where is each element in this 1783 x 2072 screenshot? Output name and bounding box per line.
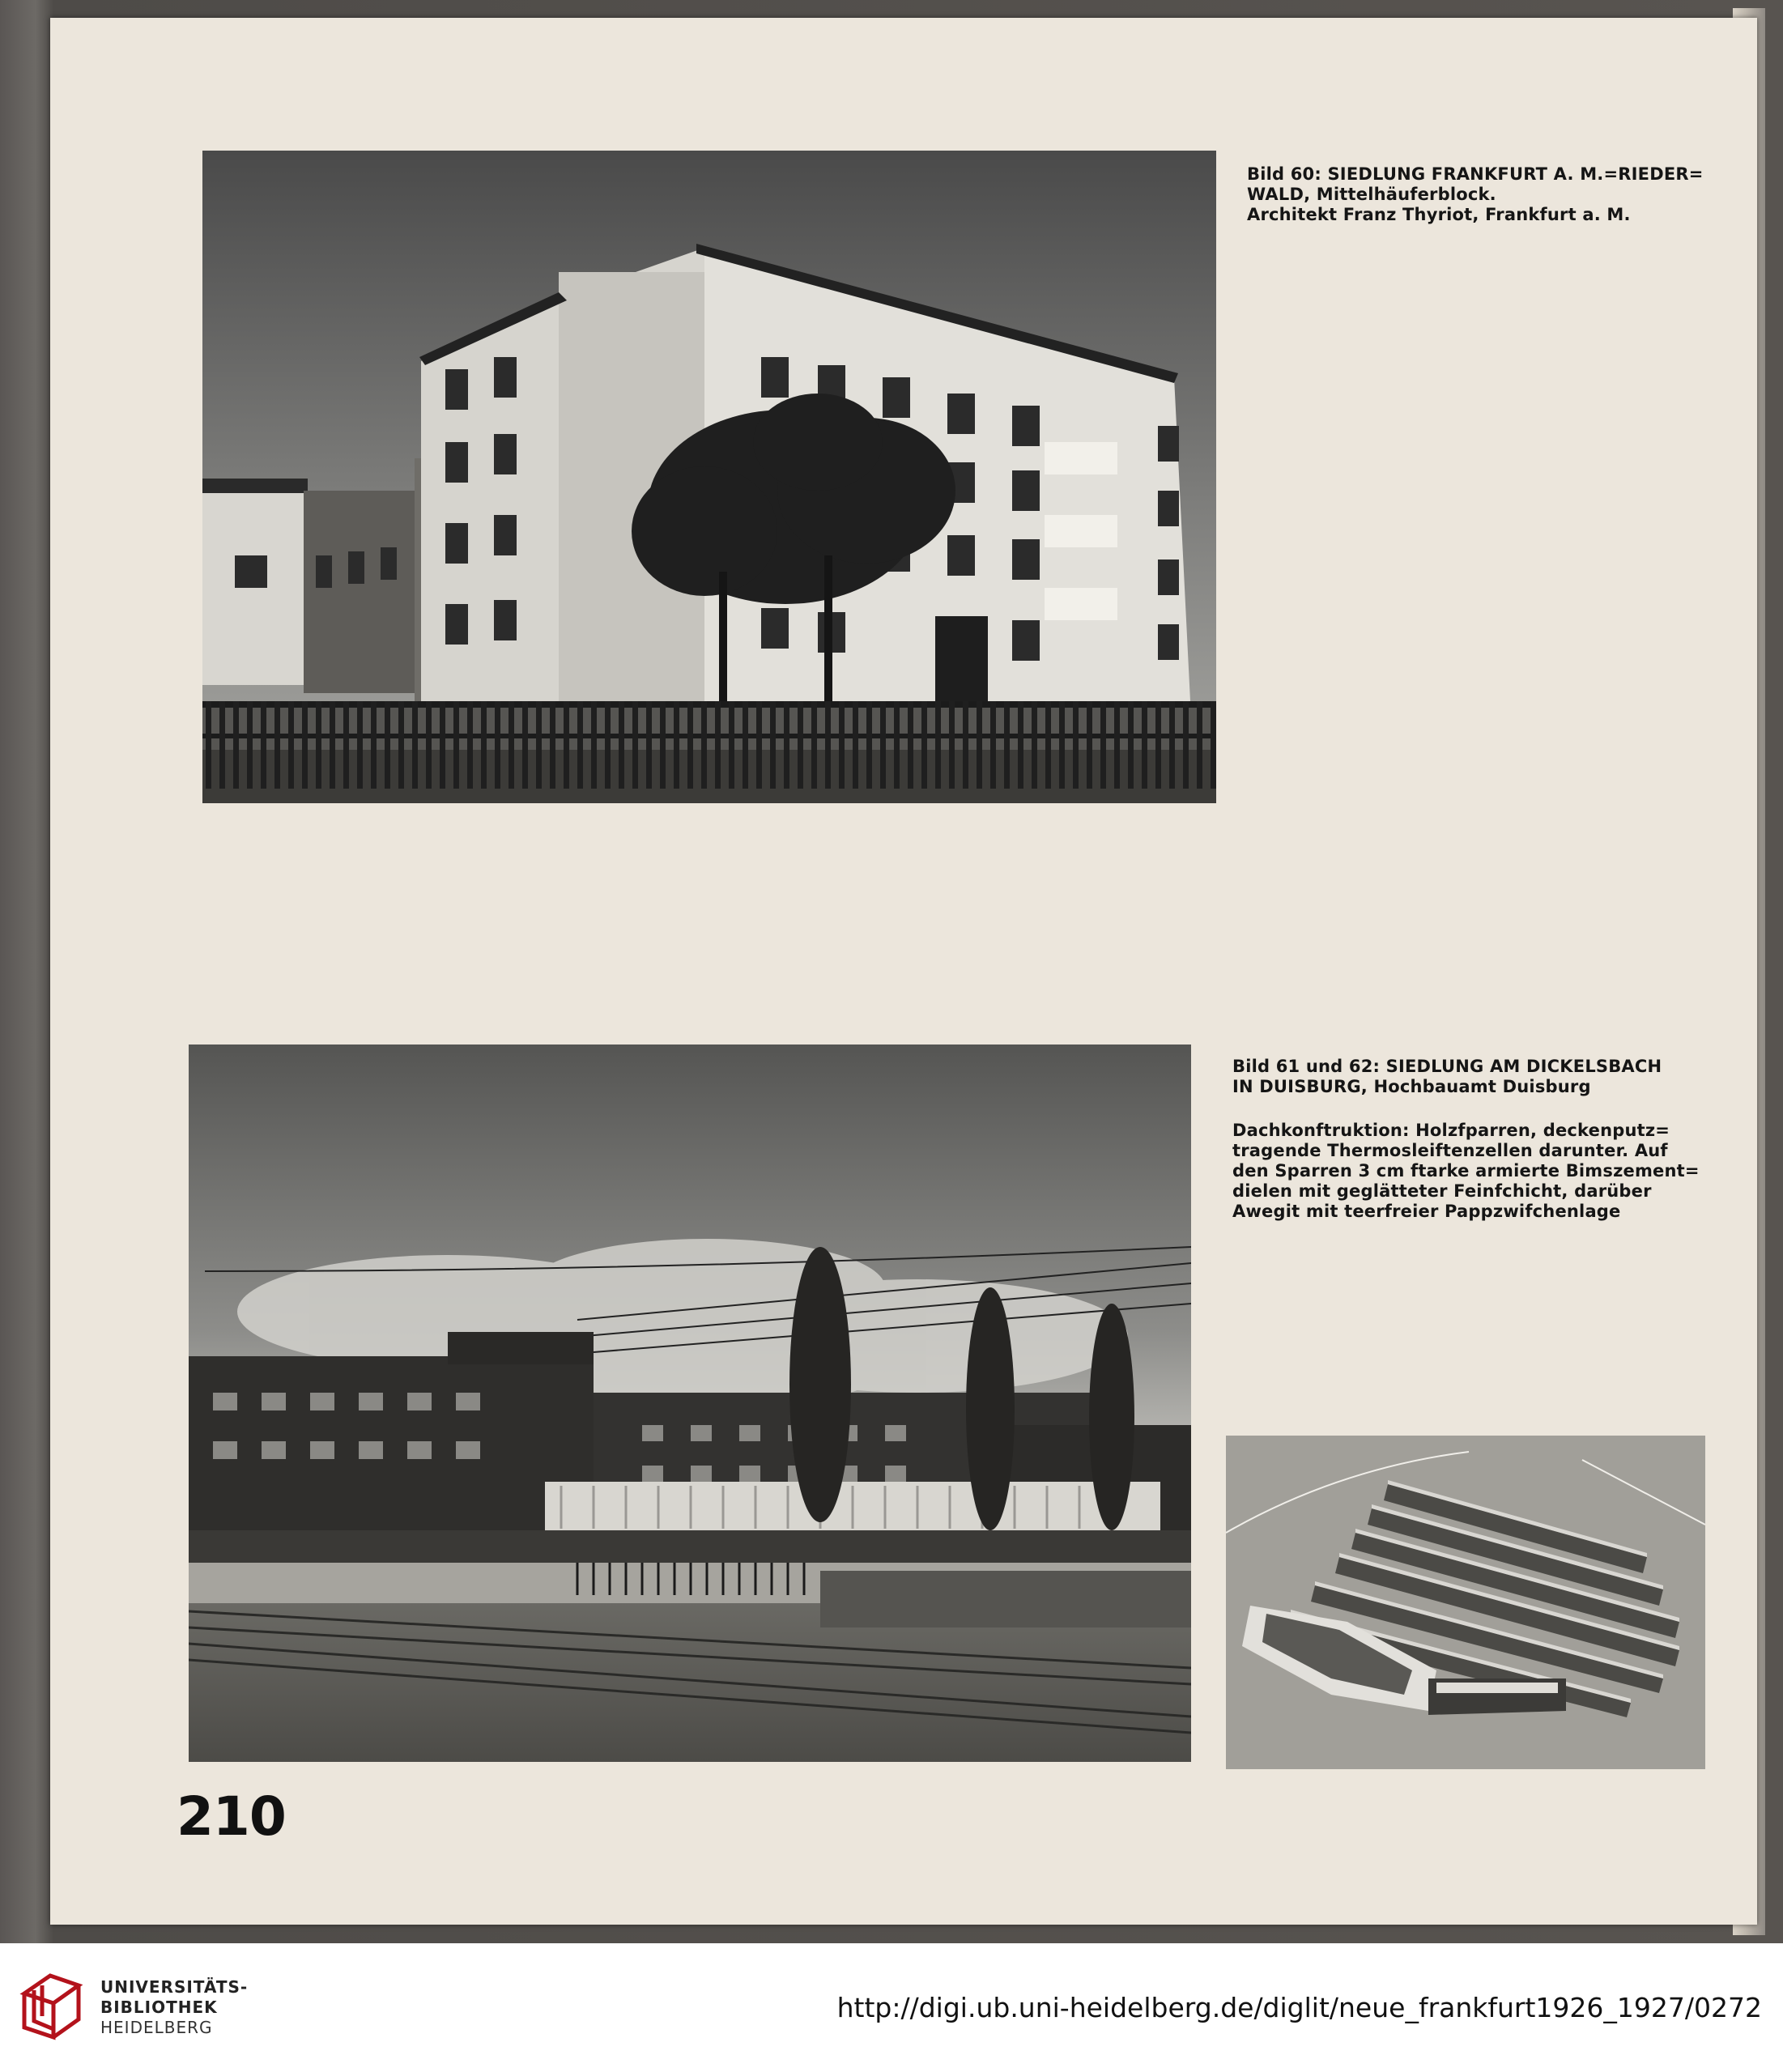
library-name-line: UNIVERSITÄTS- [100,1977,249,1997]
caption-line: Bild 61 und 62: SIEDLUNG AM DICKELSBACH [1232,1057,1662,1076]
source-url-link[interactable]: http://digi.ub.uni-heidelberg.de/diglit/neue_frankfurt1926_1927/0272 [836,1992,1762,2023]
library-name-line: BIBLIOTHEK [100,1998,218,2017]
library-name [100,1977,248,2038]
page-number: 210 [177,1785,286,1848]
caption-line: IN DUISBURG, Hochbauamt Duisburg [1232,1077,1591,1096]
caption-bild-61-62-body [1232,1121,1723,1222]
library-name-line: HEIDELBERG [100,2018,213,2037]
digitization-footer [0,1943,1783,2072]
photo-bild-60 [202,151,1216,803]
library-book-logo-icon [18,1969,87,2042]
caption-line: WALD, Mittelhäuferblock. [1247,185,1496,204]
photo-bild-61 [189,1045,1191,1762]
caption-body-line: Awegit mit teerfreier Pappzwifchenlage [1232,1202,1621,1221]
caption-bild-60 [1247,164,1733,225]
caption-bild-61-62 [1232,1057,1723,1097]
photo-bild-62 [1226,1436,1705,1769]
caption-line: Architekt Franz Thyriot, Frankfurt a. M. [1247,205,1631,224]
caption-body-line: Dachkonftruktion: Holzfparren, deckenputz= [1232,1121,1670,1140]
caption-line: Bild 60: SIEDLUNG FRANKFURT A. M.=RIEDER= [1247,164,1704,184]
caption-body-line: tragende Thermosleiftenzellen darunter. Auf [1232,1141,1668,1160]
caption-body-line: dielen mit geglätteter Feinfchicht, darüber [1232,1181,1652,1201]
caption-body-line: den Sparren 3 cm ftarke armierte Bimszement= [1232,1161,1700,1181]
